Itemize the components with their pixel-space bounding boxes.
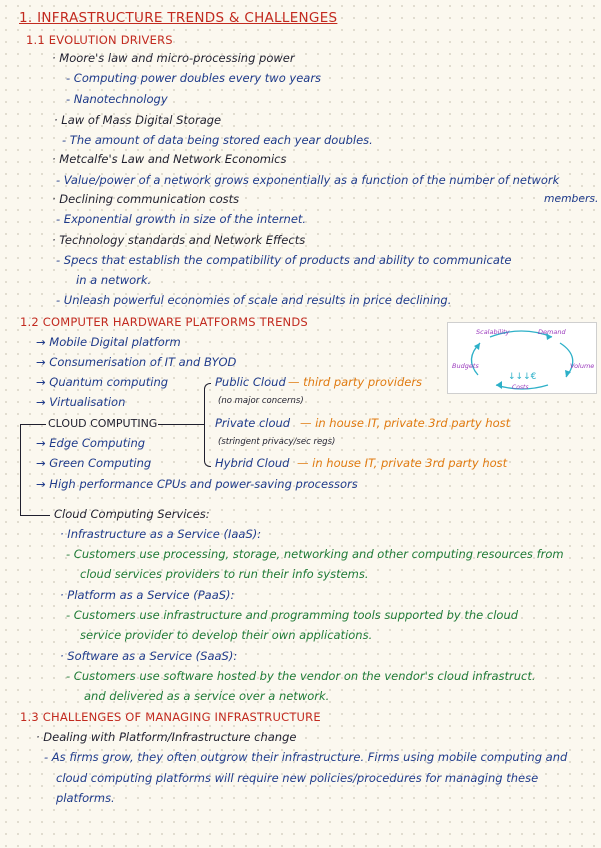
heading-cloud-services: Cloud Computing Services: <box>54 507 210 521</box>
cloud-link-line <box>158 424 204 425</box>
cloud-types-bracket <box>204 383 211 467</box>
note-moore-1: - Computing power doubles every two years <box>66 71 322 85</box>
cycle-scalability: Scalability <box>476 328 510 336</box>
trend-quantum: → Quantum computing <box>36 375 169 389</box>
bullet-moore: · Moore's law and micro-processing power <box>52 51 295 65</box>
trend-mobile: → Mobile Digital platform <box>36 335 181 349</box>
cycle-demand: Demand <box>538 328 566 336</box>
note-tech-3: - Unleash powerful economies of scale and results in price declining. <box>56 293 452 307</box>
note-platform-change-3: platforms. <box>56 791 115 805</box>
bullet-tech-standards: · Technology standards and Network Effects <box>52 233 306 247</box>
cycle-budgets: Budgets <box>452 362 479 370</box>
cloud-connector-top <box>20 424 46 425</box>
cloud-economics-cycle-diagram <box>447 322 597 394</box>
cloud-connector-bottom <box>20 515 50 516</box>
service-saas-note-2: and delivered as a service over a network. <box>84 689 330 703</box>
note-metcalfe-1: - Value/power of a network grows exponentially as a function of the number of network <box>56 173 560 187</box>
cloud-public: Public Cloud <box>215 375 286 389</box>
cloud-private-note: — in house IT, private 3rd party host <box>300 416 511 430</box>
cloud-private: Private cloud <box>215 416 291 430</box>
bullet-communication-costs: · Declining communication costs <box>52 192 240 206</box>
cycle-down-arrows: ↓↓↓€ <box>508 372 537 382</box>
bullet-mass-storage: · Law of Mass Digital Storage <box>54 113 222 127</box>
cloud-connector-vertical <box>20 424 21 516</box>
note-tech-2: in a network. <box>76 273 152 287</box>
cycle-volume: Volume <box>570 362 595 370</box>
trend-consumerisation: → Consumerisation of IT and BYOD <box>36 355 237 369</box>
bullet-metcalfe: · Metcalfe's Law and Network Economics <box>52 152 287 166</box>
service-paas-note-1: - Customers use infrastructure and programming tools supported by the cloud <box>66 608 519 622</box>
cloud-hybrid: Hybrid Cloud <box>215 456 290 470</box>
service-saas-note-1: - Customers use software hosted by the vendor on the vendor's cloud infrastruct. <box>66 669 536 683</box>
cycle-costs: Costs <box>512 384 529 391</box>
service-paas: · Platform as a Service (PaaS): <box>60 588 235 602</box>
trend-edge: → Edge Computing <box>36 436 146 450</box>
heading-challenges: 1.3 CHALLENGES OF MANAGING INFRASTRUCTURE <box>20 710 321 724</box>
cloud-hybrid-note: — in house IT, private 3rd party host <box>297 456 508 470</box>
heading-infrastructure-trends: 1. INFRASTRUCTURE TRENDS & CHALLENGES <box>19 10 338 26</box>
trend-green: → Green Computing <box>36 456 152 470</box>
note-metcalfe-2: members. <box>544 192 599 205</box>
service-iaas-note-1: - Customers use processing, storage, networking and other computing resources from <box>66 547 564 561</box>
note-platform-change-1: - As firms grow, they often outgrow their infrastructure. Firms using mobile computing and <box>44 750 568 764</box>
note-moore-2: - Nanotechnology <box>66 92 168 106</box>
note-platform-change-2: cloud computing platforms will require new policies/procedures for managing these <box>56 771 539 785</box>
trend-virtualisation: → Virtualisation <box>36 395 126 409</box>
cycle-arrows <box>448 323 596 393</box>
trend-high-performance: → High performance CPUs and power-saving processors <box>36 477 358 491</box>
note-communication-costs: - Exponential growth in size of the internet. <box>56 212 307 226</box>
service-iaas-note-2: cloud services providers to run their info systems. <box>80 567 369 581</box>
note-tech-1: - Specs that establish the compatibility of products and ability to communicate <box>56 253 512 267</box>
cycle-arrowhead-bottom <box>496 381 502 389</box>
cloud-public-note: — third party providers <box>288 375 423 389</box>
service-saas: · Software as a Service (SaaS): <box>60 649 238 663</box>
cloud-private-sub: (stringent privacy/sec regs) <box>218 437 336 447</box>
cloud-public-sub: (no major concerns) <box>218 396 304 406</box>
trend-cloud-computing: CLOUD COMPUTING <box>48 417 158 430</box>
heading-hardware-trends: 1.2 COMPUTER HARDWARE PLATFORMS TRENDS <box>20 315 308 329</box>
service-iaas: · Infrastructure as a Service (IaaS): <box>60 527 262 541</box>
note-mass-storage: - The amount of data being stored each year doubles. <box>62 133 373 147</box>
bullet-platform-change: · Dealing with Platform/Infrastructure change <box>36 730 297 744</box>
heading-evolution-drivers: 1.1 EVOLUTION DRIVERS <box>26 33 173 47</box>
service-paas-note-2: service provider to develop their own applications. <box>80 628 373 642</box>
